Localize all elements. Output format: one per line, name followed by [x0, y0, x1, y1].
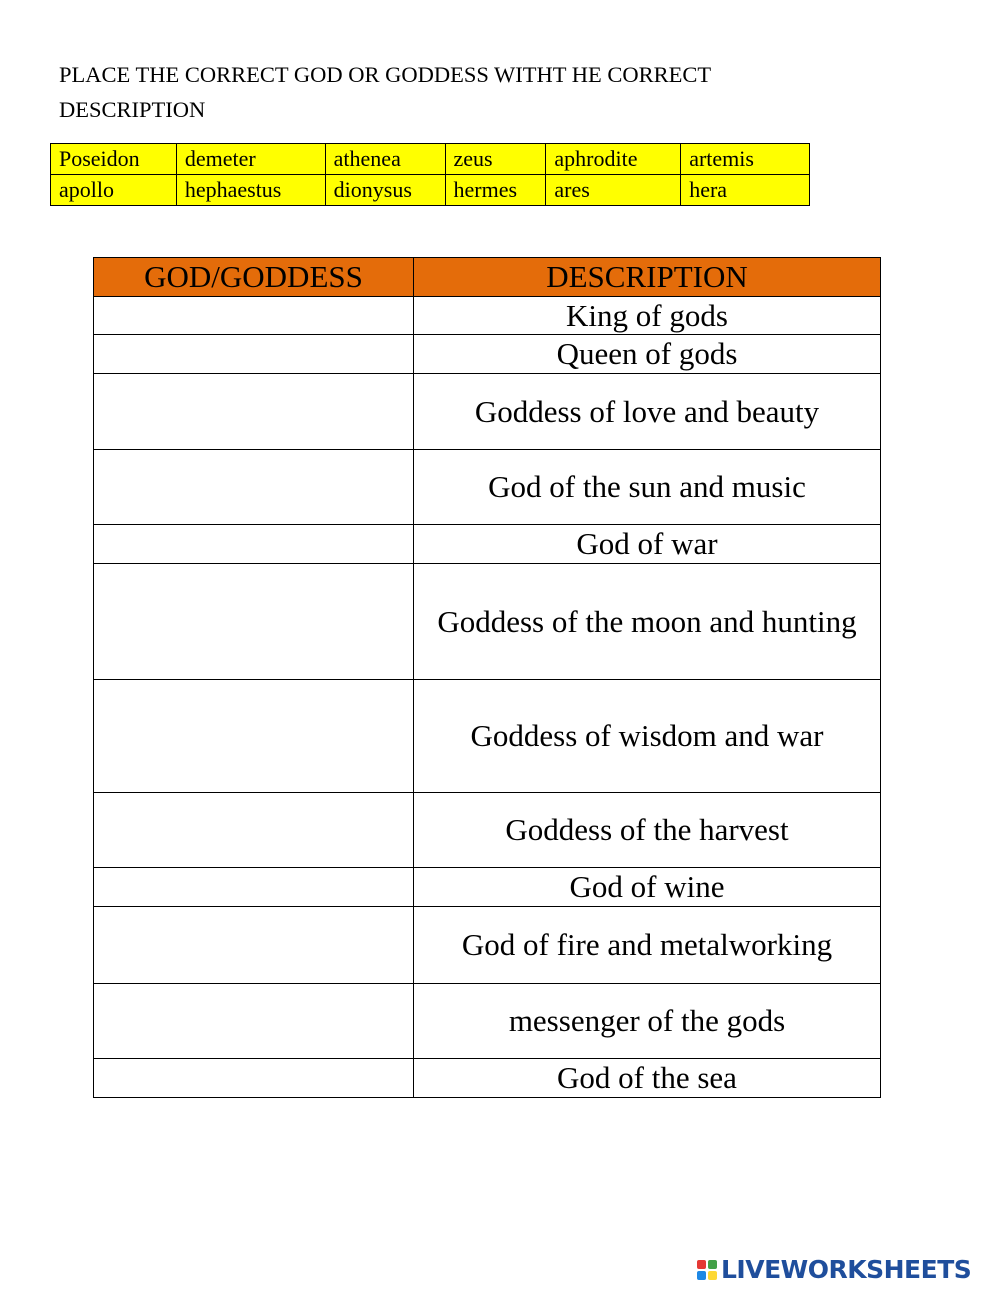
description-cell: God of the sea — [414, 1059, 881, 1098]
description-cell: God of wine — [414, 868, 881, 907]
description-cell: God of war — [414, 525, 881, 564]
logo-text: LIVEWORKSHEETS — [721, 1255, 972, 1284]
word-bank-row — [51, 144, 810, 175]
word-bank-cell: ares — [546, 175, 681, 206]
word-bank-row — [51, 175, 810, 206]
description-cell: Goddess of the moon and hunting — [414, 564, 881, 680]
word-bank — [50, 143, 810, 206]
table-row — [94, 1059, 881, 1098]
table-row — [94, 907, 881, 984]
word-bank-cell: dionysus — [325, 175, 445, 206]
answer-cell[interactable] — [94, 1059, 414, 1098]
logo-blocks-icon — [697, 1260, 717, 1280]
instructions: PLACE THE CORRECT GOD OR GODDESS WITHT HE CORRECT DESCRIPTION — [59, 62, 711, 122]
logo-block — [697, 1260, 706, 1269]
header-description: DESCRIPTION — [414, 258, 881, 297]
word-bank-cell: hephaestus — [176, 175, 325, 206]
word-bank-cell: aphrodite — [546, 144, 681, 175]
table-row — [94, 868, 881, 907]
table-row — [94, 450, 881, 525]
answer-cell[interactable] — [94, 793, 414, 868]
table-row — [94, 335, 881, 374]
description-cell: messenger of the gods — [414, 984, 881, 1059]
logo-block — [708, 1271, 717, 1280]
word-bank-cell: demeter — [176, 144, 325, 175]
word-bank-cell: athenea — [325, 144, 445, 175]
table-row — [94, 374, 881, 450]
table-row — [94, 297, 881, 335]
answer-cell[interactable] — [94, 984, 414, 1059]
answer-cell[interactable] — [94, 297, 414, 335]
table-row — [94, 525, 881, 564]
word-bank-cell: artemis — [681, 144, 810, 175]
word-bank-cell: Poseidon — [51, 144, 177, 175]
table-row — [94, 564, 881, 680]
logo-block — [708, 1260, 717, 1269]
description-cell: Goddess of the harvest — [414, 793, 881, 868]
word-bank-cell: hera — [681, 175, 810, 206]
table-row — [94, 680, 881, 793]
word-bank-cell: hermes — [445, 175, 546, 206]
answer-cell[interactable] — [94, 907, 414, 984]
description-cell: Queen of gods — [414, 335, 881, 374]
description-cell: Goddess of love and beauty — [414, 374, 881, 450]
answer-cell[interactable] — [94, 450, 414, 525]
header-god-goddess: GOD/GODDESS — [94, 258, 414, 297]
table-row — [94, 793, 881, 868]
description-cell: Goddess of wisdom and war — [414, 680, 881, 793]
word-bank-cell: apollo — [51, 175, 177, 206]
answer-cell[interactable] — [94, 525, 414, 564]
word-bank-cell: zeus — [445, 144, 546, 175]
answer-cell[interactable] — [94, 374, 414, 450]
logo-block — [697, 1271, 706, 1280]
answer-cell[interactable] — [94, 868, 414, 907]
table-row — [94, 984, 881, 1059]
answer-cell[interactable] — [94, 680, 414, 793]
description-cell: King of gods — [414, 297, 881, 335]
description-cell: God of the sun and music — [414, 450, 881, 525]
matching-table — [93, 257, 881, 1098]
liveworksheets-logo[interactable] — [697, 1255, 971, 1284]
table-header-row — [94, 258, 881, 297]
description-cell: God of fire and metalworking — [414, 907, 881, 984]
answer-cell[interactable] — [94, 564, 414, 680]
answer-cell[interactable] — [94, 335, 414, 374]
